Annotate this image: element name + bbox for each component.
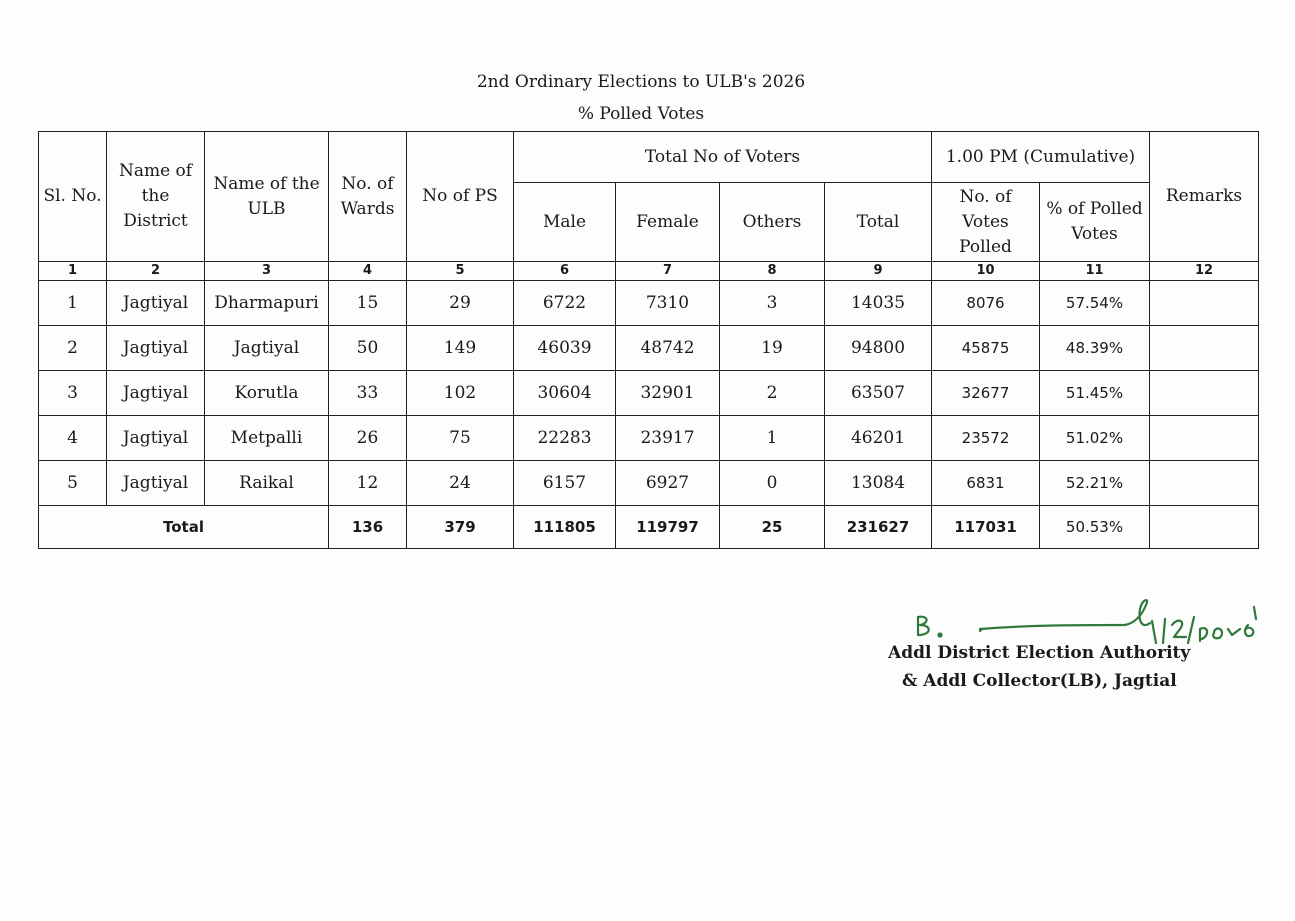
cell-wards: 26 [329,416,407,461]
cell-female: 32901 [616,371,720,416]
cell-total: 46201 [825,416,932,461]
cell-wards: 15 [329,281,407,326]
total-ps: 379 [407,506,514,549]
cell-remarks [1150,326,1259,371]
cell-pct: 51.45% [1040,371,1150,416]
column-number: 12 [1150,262,1259,281]
cell-total: 14035 [825,281,932,326]
column-number: 3 [205,262,329,281]
document-title: 2nd Ordinary Elections to ULB's 2026 [476,72,806,92]
cell-sl: 2 [39,326,107,371]
header-total-voters: Total No of Voters [514,132,932,183]
column-number: 1 [39,262,107,281]
header-total: Total [825,183,932,262]
total-total: 231627 [825,506,932,549]
cell-polled: 45875 [932,326,1040,371]
cell-total: 13084 [825,461,932,506]
column-number: 8 [720,262,825,281]
total-others: 25 [720,506,825,549]
total-polled: 117031 [932,506,1040,549]
header-remarks: Remarks [1150,132,1259,262]
header-male: Male [514,183,616,262]
cell-pct: 48.39% [1040,326,1150,371]
cell-others: 0 [720,461,825,506]
cell-district: Jagtiyal [107,461,205,506]
signatory-office: & Addl Collector(LB), Jagtial [902,671,1177,691]
header-votes-polled: No. of Votes Polled [932,183,1040,262]
column-number: 10 [932,262,1040,281]
cell-ps: 102 [407,371,514,416]
table-row [39,371,1259,416]
total-wards: 136 [329,506,407,549]
column-number: 2 [107,262,205,281]
cell-total: 63507 [825,371,932,416]
cell-sl: 3 [39,371,107,416]
cell-ulb: Jagtiyal [205,326,329,371]
cell-district: Jagtiyal [107,416,205,461]
document-subtitle: % Polled Votes [577,104,705,124]
cell-others: 3 [720,281,825,326]
total-remarks [1150,506,1259,549]
cell-sl: 5 [39,461,107,506]
cell-female: 48742 [616,326,720,371]
cell-pct: 57.54% [1040,281,1150,326]
table-row [39,281,1259,326]
cell-female: 6927 [616,461,720,506]
cell-wards: 50 [329,326,407,371]
header-time: 1.00 PM (Cumulative) [932,132,1150,183]
column-number: 9 [825,262,932,281]
cell-wards: 12 [329,461,407,506]
header-district: Name of the District [107,132,205,262]
cell-ulb: Metpalli [205,416,329,461]
cell-ulb: Dharmapuri [205,281,329,326]
cell-district: Jagtiyal [107,326,205,371]
cell-female: 7310 [616,281,720,326]
table-row [39,461,1259,506]
total-male: 111805 [514,506,616,549]
header-pct-polled: % of Polled Votes [1040,183,1150,262]
cell-ulb: Korutla [205,371,329,416]
total-row [39,506,1259,549]
header-wards: No. of Wards [329,132,407,262]
cell-others: 19 [720,326,825,371]
table-row [39,416,1259,461]
cell-ps: 24 [407,461,514,506]
cell-remarks [1150,461,1259,506]
total-pct: 50.53% [1040,506,1150,549]
header-ps: No of PS [407,132,514,262]
cell-pct: 52.21% [1040,461,1150,506]
cell-female: 23917 [616,416,720,461]
column-number: 4 [329,262,407,281]
cell-remarks [1150,371,1259,416]
cell-ulb: Raikal [205,461,329,506]
polled-votes-table [38,131,1259,549]
header-others: Others [720,183,825,262]
cell-remarks [1150,281,1259,326]
table-row [39,326,1259,371]
header-ulb: Name of the ULB [205,132,329,262]
header-female: Female [616,183,720,262]
cell-district: Jagtiyal [107,371,205,416]
column-number: 11 [1040,262,1150,281]
cell-ps: 29 [407,281,514,326]
column-number: 5 [407,262,514,281]
signatory-title: Addl District Election Authority [888,643,1191,663]
cell-sl: 1 [39,281,107,326]
column-number-row [39,262,1259,281]
signature-block [880,595,1280,705]
cell-male: 6722 [514,281,616,326]
cell-district: Jagtiyal [107,281,205,326]
cell-total: 94800 [825,326,932,371]
cell-pct: 51.02% [1040,416,1150,461]
column-number: 7 [616,262,720,281]
cell-remarks [1150,416,1259,461]
cell-ps: 149 [407,326,514,371]
cell-ps: 75 [407,416,514,461]
cell-sl: 4 [39,416,107,461]
header-sl-no: Sl. No. [39,132,107,262]
total-female: 119797 [616,506,720,549]
cell-polled: 8076 [932,281,1040,326]
total-label: Total [39,506,329,549]
cell-polled: 23572 [932,416,1040,461]
cell-wards: 33 [329,371,407,416]
cell-others: 1 [720,416,825,461]
cell-male: 6157 [514,461,616,506]
cell-others: 2 [720,371,825,416]
cell-male: 22283 [514,416,616,461]
cell-polled: 32677 [932,371,1040,416]
column-number: 6 [514,262,616,281]
cell-polled: 6831 [932,461,1040,506]
cell-male: 46039 [514,326,616,371]
cell-male: 30604 [514,371,616,416]
